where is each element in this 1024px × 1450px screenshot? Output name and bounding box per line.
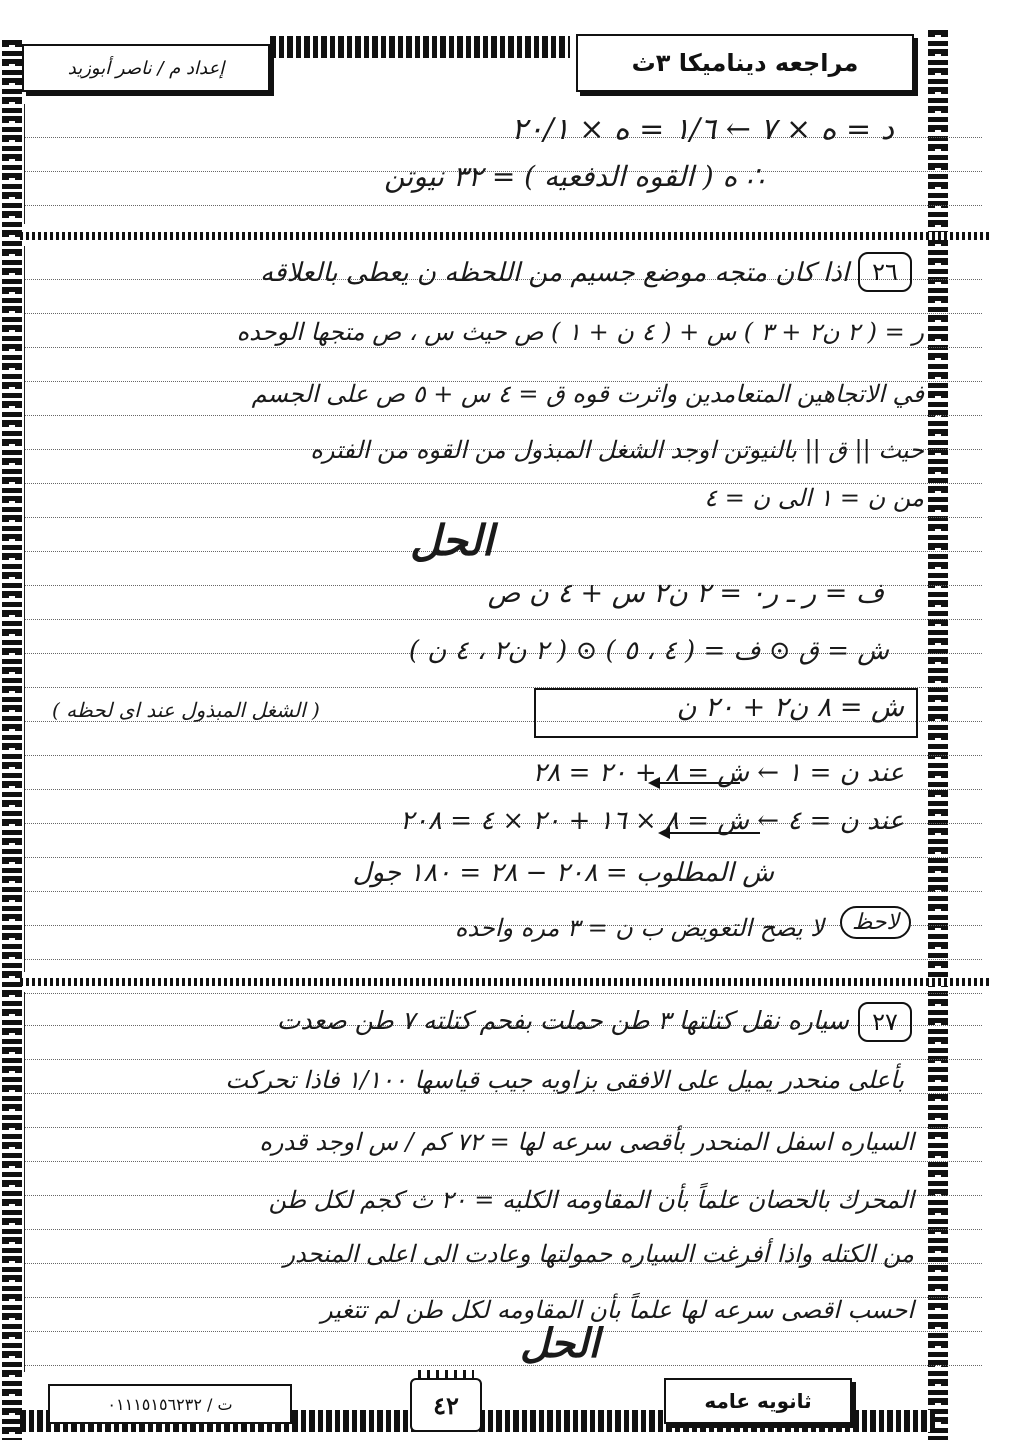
top-border [270,36,570,58]
question-text: اذا كان متجه موضع جسيم من اللحظه ن يعطى بالعلاقه [260,258,849,288]
grade-label: ثانويه عامه [704,1389,812,1413]
solution-line: ش المطلوب = ٢٠٨ − ٢٨ = ١٨٠ جول [352,858,774,888]
section-separator [20,232,989,240]
question-text: بأعلى منحدر يميل على الافقى بزاويه جيب قياسها ١/١٠٠ فاذا تحركت [225,1066,904,1094]
question-text: من ن = ١ الى ن = ٤ [704,484,924,512]
phone-box [48,1384,292,1424]
question-text: من الكتله واذا أفرغت السياره حمولتها وعادت الى اعلى المنحدر [283,1240,914,1268]
page-title: مراجعه ديناميكا ٣ث [631,49,859,77]
author-box [22,44,270,92]
phone-number: ت / ٠١١١٥١٥٦٢٣٢ [107,1394,233,1414]
solution-heading: الحل [520,1320,600,1367]
author-label: إعداد م / ناصر أبوزيد [67,57,225,79]
note-text: لا يصح التعويض ب ن = ٣ مره واحده [454,914,824,942]
left-border [2,40,22,1440]
solution-note: ( الشغل المبذول عند اى لحظه ) [52,698,320,722]
page-number-icon [410,1378,482,1432]
note-cloud [840,906,911,939]
question-text: المحرك بالحصان علماً بأن المقاومه الكليه = ٢٠ ث كجم لكل طن [268,1186,914,1214]
question-number: ٢٦ [858,252,912,292]
question-text: احسب اقصى سرعه لها علماً بأن المقاومه لكل طن لم تتغير [320,1296,914,1324]
question-text: ر = ( ٢ ن٢ + ٣ ) س + ( ٤ ن + ١ ) ص حيث س ، ص متجها الوحده [236,318,924,346]
intro-line: د = ه × ٧ ← ١/٦ = ه × ٢٠/١ [511,112,894,147]
solution-heading: الحل [410,516,494,565]
solution-line: ش = ٨ ن٢ + ٢٠ ن [676,692,904,723]
note-label: لاحظ [852,910,900,935]
solution-line: عند ن = ١ ← ش = ٨ + ٢٠ = ٢٨ [532,758,904,788]
solution-line: ف = ر ـ ر٠ = ٢ ن٢ س + ٤ ن ص [487,578,884,609]
intro-line: ∴ ه ( القوه الدفعيه ) = ٣٢ نيوتن [384,160,764,193]
question-text: السياره اسفل المنحدر بأقصى سرعه لها = ٧٢ كم / س اوجد قدره [259,1128,914,1156]
page-number: ٤٢ [433,1390,459,1420]
solution-line: ش = ق ⊙ ف = ( ٤ ، ٥ ) ⊙ ( ٢ ن٢ ، ٤ ن ) [408,636,889,666]
question-text: في الاتجاهين المتعامدين واثرت قوه ق = ٤ س + ٥ ص على الجسم [251,380,924,408]
solution-line: عند ن = ٤ ← ش = ٨ × ١٦ + ٢٠ × ٤ = ٢٠٨ [399,806,904,836]
question-number: ٢٧ [858,1002,912,1042]
grade-box [664,1378,852,1424]
title-box [576,34,914,92]
question-text: حيث || ق || بالنيوتن اوجد الشغل المبذول من القوه من الفتره [310,436,924,464]
question-text: سياره نقل كتلتها ٣ طن حملت بفحم كتلته ٧ طن صعدت [276,1006,849,1035]
